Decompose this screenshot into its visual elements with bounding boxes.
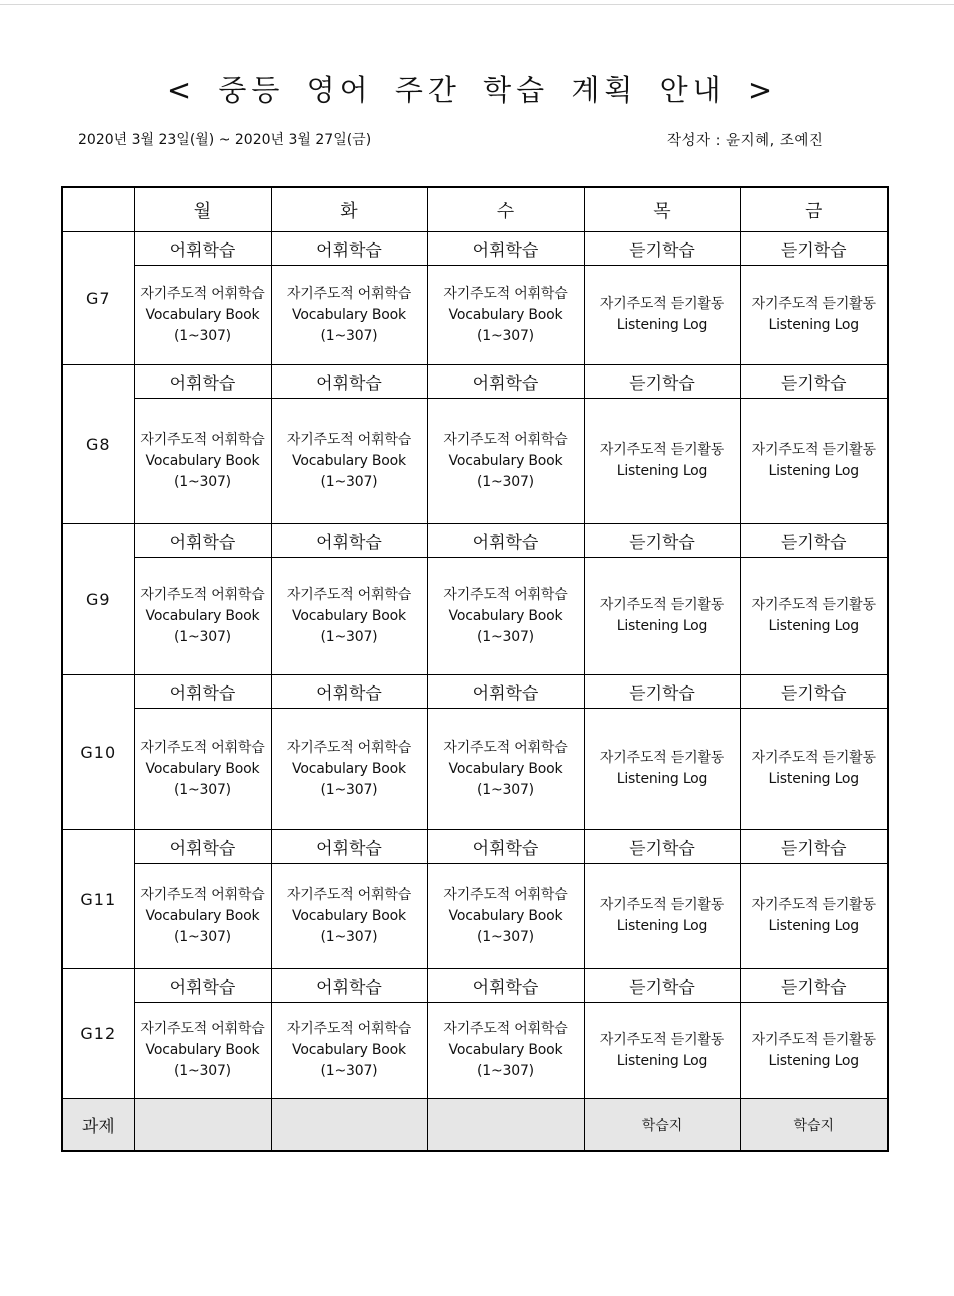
day-header-row <box>62 187 888 232</box>
vocab-desc-line: Vocabulary Book <box>448 760 563 777</box>
vocab-desc-line: 자기주도적 어휘학습 <box>140 886 265 903</box>
activity-heading: 어휘학습 <box>427 524 584 558</box>
activity-description <box>427 266 584 365</box>
grade-heading-row <box>62 365 888 399</box>
activity-description <box>740 709 888 830</box>
homework-cell <box>134 1099 271 1152</box>
activity-heading: 듣기학습 <box>584 830 740 864</box>
activity-heading: 어휘학습 <box>134 830 271 864</box>
activity-heading: 어휘학습 <box>134 365 271 399</box>
vocab-desc-line: 자기주도적 어휘학습 <box>443 739 568 756</box>
listening-desc-line: Listening Log <box>616 463 708 479</box>
vocab-desc-line: 자기주도적 어휘학습 <box>140 1021 265 1037</box>
vocab-desc-line: 자기주도적 어휘학습 <box>443 586 568 603</box>
vocab-desc-line: 자기주도적 어휘학습 <box>443 1021 568 1037</box>
author-text: 작성자 : 윤지혜, 조예진 <box>667 133 824 149</box>
activity-heading: 듣기학습 <box>740 969 888 1003</box>
listening-desc-line: 자기주도적 듣기활동 <box>751 1031 876 1048</box>
listening-desc-line: Listening Log <box>616 618 708 634</box>
activity-description <box>427 558 584 675</box>
activity-heading: 어휘학습 <box>427 830 584 864</box>
listening-desc-line: 자기주도적 듣기활동 <box>599 897 725 913</box>
vocab-desc-line: 자기주도적 어휘학습 <box>443 431 568 448</box>
activity-description <box>134 558 271 675</box>
activity-heading: 어휘학습 <box>271 969 427 1003</box>
listening-desc-line: 자기주도적 듣기활동 <box>751 442 876 458</box>
grade-label: G12 <box>62 969 134 1099</box>
grade-label: G9 <box>62 524 134 675</box>
vocab-desc-line: (1~307) <box>477 928 534 945</box>
vocab-desc-line: Vocabulary Book <box>448 607 563 624</box>
listening-desc-line: 자기주도적 듣기활동 <box>751 897 876 913</box>
activity-description <box>740 266 888 365</box>
activity-description <box>134 1003 271 1099</box>
activity-heading: 듣기학습 <box>584 365 740 399</box>
vocab-desc-line: (1~307) <box>477 327 534 344</box>
vocab-desc-line: 자기주도적 어휘학습 <box>286 739 412 756</box>
activity-heading: 어휘학습 <box>134 969 271 1003</box>
activity-description <box>134 709 271 830</box>
vocab-desc-line: 자기주도적 어휘학습 <box>286 431 412 448</box>
top-rule <box>0 4 954 5</box>
activity-description <box>584 709 740 830</box>
activity-description <box>271 266 427 365</box>
vocab-desc-line: (1~307) <box>320 928 378 945</box>
activity-heading: 듣기학습 <box>584 524 740 558</box>
vocab-desc-line: 자기주도적 어휘학습 <box>140 586 265 603</box>
listening-desc-line: Listening Log <box>768 618 859 634</box>
grade-description-row <box>62 266 888 365</box>
listening-desc-line: 자기주도적 듣기활동 <box>599 750 725 766</box>
vocab-desc-line: 자기주도적 어휘학습 <box>140 739 265 756</box>
listening-desc-line: Listening Log <box>616 771 708 787</box>
activity-description <box>271 864 427 969</box>
vocab-desc-line: (1~307) <box>477 781 534 798</box>
day-header: 목 <box>584 187 740 232</box>
activity-heading: 듣기학습 <box>740 830 888 864</box>
activity-heading: 어휘학습 <box>271 524 427 558</box>
activity-description <box>427 709 584 830</box>
activity-heading: 듣기학습 <box>740 675 888 709</box>
listening-desc-line: 자기주도적 듣기활동 <box>599 442 725 458</box>
activity-description <box>427 1003 584 1099</box>
activity-description <box>584 266 740 365</box>
vocab-desc-line: Vocabulary Book <box>145 760 260 777</box>
grade-description-row <box>62 709 888 830</box>
listening-desc-line: Listening Log <box>616 317 708 333</box>
activity-description <box>271 1003 427 1099</box>
vocab-desc-line: Vocabulary Book <box>448 1042 563 1058</box>
activity-heading: 어휘학습 <box>427 675 584 709</box>
vocab-desc-line: 자기주도적 어휘학습 <box>286 285 412 302</box>
vocab-desc-line: 자기주도적 어휘학습 <box>286 1021 412 1037</box>
vocab-desc-line: (1~307) <box>174 928 231 945</box>
activity-heading: 어휘학습 <box>271 675 427 709</box>
vocab-desc-line: Vocabulary Book <box>292 306 406 323</box>
weekly-plan-table <box>61 186 889 1152</box>
grade-heading-row <box>62 969 888 1003</box>
activity-description <box>134 864 271 969</box>
grade-label: G7 <box>62 232 134 365</box>
document-title: < 중등 영어 주간 학습 계획 안내 > <box>166 73 778 107</box>
activity-description <box>740 1003 888 1099</box>
vocab-desc-line: (1~307) <box>477 1063 534 1079</box>
grade-description-row <box>62 1003 888 1099</box>
listening-desc-line: Listening Log <box>768 317 859 333</box>
vocab-desc-line: (1~307) <box>174 781 231 798</box>
listening-desc-line: Listening Log <box>768 1052 859 1069</box>
activity-description <box>740 864 888 969</box>
day-header: 월 <box>134 187 271 232</box>
vocab-desc-line: 자기주도적 어휘학습 <box>443 285 568 302</box>
activity-heading: 어휘학습 <box>134 524 271 558</box>
homework-label: 과제 <box>62 1099 134 1152</box>
vocab-desc-line: 자기주도적 어휘학습 <box>443 886 568 903</box>
vocab-desc-line: (1~307) <box>477 473 534 490</box>
vocab-desc-line: Vocabulary Book <box>448 907 563 924</box>
vocab-desc-line: Vocabulary Book <box>145 1042 260 1058</box>
day-header: 금 <box>740 187 888 232</box>
grade-label: G11 <box>62 830 134 969</box>
listening-desc-line: Listening Log <box>768 463 859 479</box>
activity-description <box>584 1003 740 1099</box>
grade-heading-row <box>62 830 888 864</box>
activity-heading: 어휘학습 <box>271 365 427 399</box>
vocab-desc-line: 자기주도적 어휘학습 <box>286 586 412 603</box>
vocab-desc-line: Vocabulary Book <box>145 452 260 469</box>
listening-desc-line: Listening Log <box>768 918 859 934</box>
day-header: 화 <box>271 187 427 232</box>
homework-row <box>62 1099 888 1152</box>
vocab-desc-line: Vocabulary Book <box>145 306 260 323</box>
activity-description <box>427 864 584 969</box>
vocab-desc-line: (1~307) <box>320 473 378 490</box>
listening-desc-line: Listening Log <box>616 1052 708 1069</box>
activity-heading: 듣기학습 <box>584 675 740 709</box>
activity-heading: 어휘학습 <box>427 232 584 266</box>
period-text: 2020년 3월 23일(월) ~ 2020년 3월 27일(금) <box>78 132 372 148</box>
vocab-desc-line: Vocabulary Book <box>145 907 260 924</box>
listening-desc-line: Listening Log <box>768 771 859 787</box>
vocab-desc-line: (1~307) <box>174 473 231 490</box>
activity-heading: 어휘학습 <box>271 830 427 864</box>
activity-description <box>740 399 888 524</box>
activity-description <box>584 864 740 969</box>
vocab-desc-line: Vocabulary Book <box>292 760 406 777</box>
vocab-desc-line: 자기주도적 어휘학습 <box>286 886 412 903</box>
vocab-desc-line: (1~307) <box>320 1063 378 1079</box>
activity-description <box>271 709 427 830</box>
vocab-desc-line: (1~307) <box>320 781 378 798</box>
activity-description <box>427 399 584 524</box>
corner-cell <box>62 187 134 232</box>
activity-heading: 듣기학습 <box>584 232 740 266</box>
activity-description <box>271 558 427 675</box>
vocab-desc-line: Vocabulary Book <box>292 607 406 624</box>
vocab-desc-line: Vocabulary Book <box>292 907 406 924</box>
activity-description <box>584 399 740 524</box>
vocab-desc-line: 자기주도적 어휘학습 <box>140 431 265 448</box>
homework-cell <box>427 1099 584 1152</box>
grade-label: G10 <box>62 675 134 830</box>
listening-desc-line: Listening Log <box>616 918 708 934</box>
vocab-desc-line: (1~307) <box>174 327 231 344</box>
vocab-desc-line: Vocabulary Book <box>448 452 563 469</box>
day-header: 수 <box>427 187 584 232</box>
activity-heading: 어휘학습 <box>427 365 584 399</box>
grade-label: G8 <box>62 365 134 524</box>
vocab-desc-line: Vocabulary Book <box>145 607 260 624</box>
activity-heading: 어휘학습 <box>271 232 427 266</box>
activity-description <box>584 558 740 675</box>
listening-desc-line: 자기주도적 듣기활동 <box>751 296 876 312</box>
grade-heading-row <box>62 232 888 266</box>
listening-desc-line: 자기주도적 듣기활동 <box>751 597 876 613</box>
activity-heading: 어휘학습 <box>427 969 584 1003</box>
homework-cell: 학습지 <box>740 1099 888 1152</box>
activity-heading: 듣기학습 <box>740 365 888 399</box>
activity-description <box>134 399 271 524</box>
activity-description <box>271 399 427 524</box>
grade-heading-row <box>62 675 888 709</box>
homework-cell <box>271 1099 427 1152</box>
activity-description <box>740 558 888 675</box>
vocab-desc-line: Vocabulary Book <box>292 1042 406 1058</box>
activity-heading: 듣기학습 <box>740 524 888 558</box>
vocab-desc-line: (1~307) <box>320 327 378 344</box>
grade-heading-row <box>62 524 888 558</box>
listening-desc-line: 자기주도적 듣기활동 <box>599 1031 725 1048</box>
activity-heading: 듣기학습 <box>740 232 888 266</box>
grade-description-row <box>62 864 888 969</box>
listening-desc-line: 자기주도적 듣기활동 <box>751 750 876 766</box>
vocab-desc-line: 자기주도적 어휘학습 <box>140 285 265 302</box>
vocab-desc-line: (1~307) <box>320 628 378 645</box>
vocab-desc-line: (1~307) <box>477 628 534 645</box>
vocab-desc-line: Vocabulary Book <box>448 306 563 323</box>
homework-cell: 학습지 <box>584 1099 740 1152</box>
vocab-desc-line: (1~307) <box>174 1063 231 1079</box>
grade-description-row <box>62 399 888 524</box>
listening-desc-line: 자기주도적 듣기활동 <box>599 296 725 312</box>
activity-description <box>134 266 271 365</box>
activity-heading: 듣기학습 <box>584 969 740 1003</box>
activity-heading: 어휘학습 <box>134 675 271 709</box>
vocab-desc-line: Vocabulary Book <box>292 452 406 469</box>
activity-heading: 어휘학습 <box>134 232 271 266</box>
grade-description-row <box>62 558 888 675</box>
vocab-desc-line: (1~307) <box>174 628 231 645</box>
listening-desc-line: 자기주도적 듣기활동 <box>599 597 725 613</box>
